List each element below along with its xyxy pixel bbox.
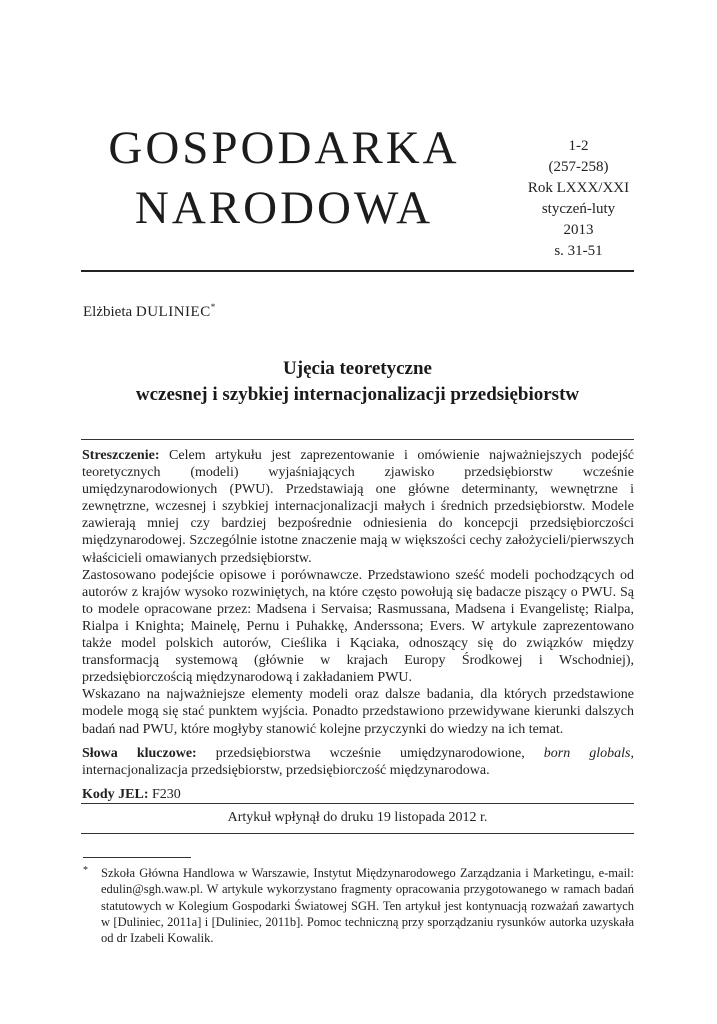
author-footnote-mark: * [210, 302, 216, 312]
jel-label: Kody JEL: [82, 786, 149, 802]
footnote [83, 865, 634, 946]
keywords-label: Słowa kluczowe: [82, 745, 197, 761]
footnote-rule [83, 857, 191, 858]
issue-months: styczeń-luty [541, 201, 616, 217]
journal-title-line1: GOSPODARKA [108, 122, 460, 174]
issue-info [506, 136, 651, 262]
abstract-top-rule [81, 439, 634, 440]
article-title [81, 356, 634, 408]
keywords-text-before: przedsiębiorstwa wcześnie umiędzynarodowione, [215, 745, 525, 761]
author-first-name: Elżbieta [83, 304, 133, 320]
abstract-label: Streszczenie: [82, 448, 160, 463]
header-divider [81, 270, 634, 272]
jel-codes [82, 786, 634, 803]
issue-pages: s. 31-51 [554, 243, 603, 259]
abstract-paragraph-1 [82, 447, 634, 567]
received-date: Artykuł wpłynął do druku 19 listopada 2012 r. [227, 810, 488, 825]
abstract-text-1: Celem artykułu jest zaprezentowanie i omówienie najważniejszych podejść teoretycznych (modeli) wyjaśniających zjawisko przedsiębiorstw wcześnie umiędzynarodowionych (PWU). Przedstawiają one główne determinanty, wewnętrzne i zewnętrzne, wczesnej i szybkiej internacjonalizacji małych i średnich przedsiębiorstw. Modele zawierają mniej czy bardziej bezpośrednie odniesienia do koncepcji przedsiębiorczości międzynarodowej. Szczególnie istotne znaczenie mają w większości cechy założycieli/pierwszych właścicieli omawianych przedsiębiorstw. [82, 448, 634, 566]
footnote-mark: * [83, 865, 88, 876]
journal-masthead [84, 118, 484, 238]
abstract-paragraph-2: Zastosowano podejście opisowe i porównawcze. Przedstawiono sześć modeli pochodzących od autorów z krajów wysoko rozwiniętych, na które często powołują się badacze piszący o PWU. Są to modele opracowane przez: Madsena i Servaisa; Rasmussana, Madsena i Evangelistę; Rialpa, Rialpa i Knighta; Mainelę, Pernu i Puhakkę, Anderssona; Evers. W artykule zaprezentowano także model polskich autorów, Cieślika i Kąciaka, odnoszący się do związków między transformacją systemową (głównie w krajach Europy Środkowej i Wschodniej), przedsiębiorczością międzynarodową i zakładaniem PWU. [82, 567, 634, 686]
author-surname: DULINIEC [135, 304, 211, 320]
article-title-line1: Ujęcia teoretyczne [283, 358, 432, 379]
keywords-italic: born globals [543, 745, 631, 761]
abstract-block [82, 447, 634, 803]
issue-cumulative: (257-258) [548, 159, 609, 175]
jel-value: F230 [152, 786, 181, 802]
journal-title-line2: NARODOWA [134, 182, 434, 234]
footnote-text: Szkoła Główna Handlowa w Warszawie, Instytut Międzynarodowego Zarządzania i Marketingu, e-mail: edulin@sgh.waw.pl. W artykule wykorzystano fragmenty opracowania przygotowanego w ramach badań statutowych w Kolegium Gospodarki Światowej SGH. Ten artykuł jest kontynuacją rozważań zawartych w [Duliniec, 2011a] i [Duliniec, 2011b]. Pomoc techniczną przy sporządzaniu rysunków autorka uzyskała od dr Izabeli Kowalik. [101, 866, 634, 946]
issue-number: 1-2 [568, 138, 589, 154]
received-bottom-rule [81, 833, 634, 834]
abstract-paragraph-3: Wskazano na najważniejsze elementy modeli oraz dalsze badania, dla których przedstawione modele mogą się stać punktem wyjścia. Ponadto przedstawiono przewidywane kierunki dalszych badań nad PWU, które mogłyby stanowić kolejne przyczynki do wiedzy na ich temat. [82, 687, 634, 737]
issue-year-volume: Rok LXXX/XXI [527, 180, 630, 196]
author [83, 302, 215, 321]
received-top-rule [81, 803, 634, 804]
keywords-text-after: , internacjonalizacja przedsiębiorstw, przedsiębiorczość międzynarodowa. [82, 745, 634, 778]
article-title-line2: wczesnej i szybkiej internacjonalizacji przedsiębiorstw [135, 384, 580, 405]
keywords [82, 745, 634, 779]
issue-year: 2013 [563, 222, 594, 238]
